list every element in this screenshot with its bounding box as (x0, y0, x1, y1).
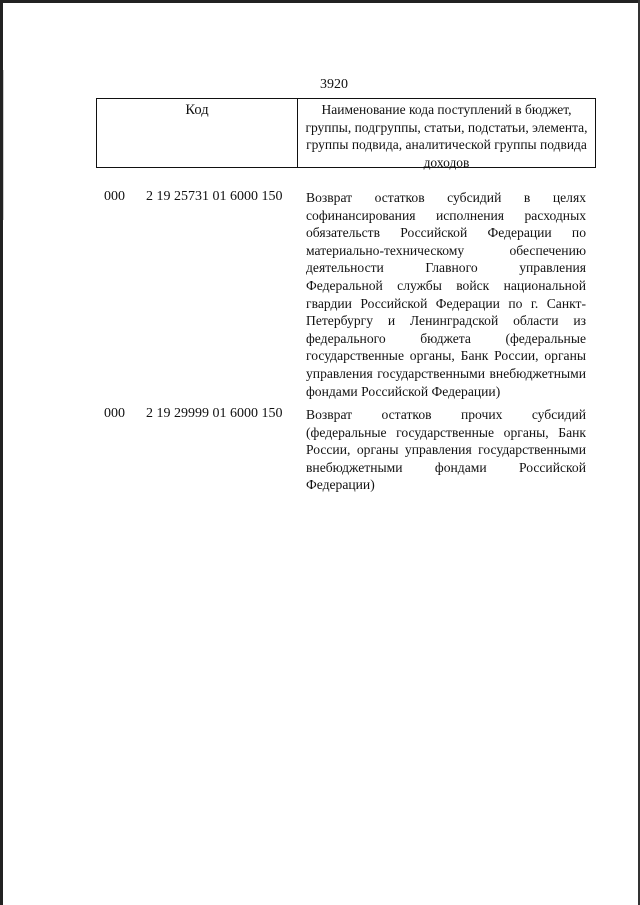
row-admin-code: 000 (104, 406, 125, 421)
header-code-label: Код (185, 102, 209, 118)
table-header (96, 98, 596, 168)
page-number-text: 3920 (320, 77, 348, 92)
row-income-code: 2 19 29999 01 6000 150 (146, 406, 283, 421)
header-column-divider (297, 99, 298, 167)
scan-border-top (0, 0, 640, 3)
row-description: Возврат остатков прочих субсидий (федеральные государственные органы, Банк России, органы управления государственными внебюджетными фондами Российской Федерации) (306, 407, 586, 493)
header-description-label: Наименование кода поступлений в бюджет, группы, подгруппы, статьи, подстатьи, элемента, группы подвида, аналитической группы подвида доходов (305, 102, 588, 170)
row-description: Возврат остатков субсидий в целях софинансирования исполнения расходных обязательств Российской Федерации по материально-техническому обеспечению деятельности Главного управления Федеральной службы войск национальной гвардии Российской Федерации по г. Санкт-Петербургу и Ленинградской области из федерального бюджета (федеральные государственные органы, Банк России, органы управления государственными внебюджетными фондами Российской Федерации) (306, 190, 586, 399)
row-admin-code: 000 (104, 189, 125, 204)
page-number (0, 77, 640, 93)
row-income-code: 2 19 25731 01 6000 150 (146, 189, 283, 204)
